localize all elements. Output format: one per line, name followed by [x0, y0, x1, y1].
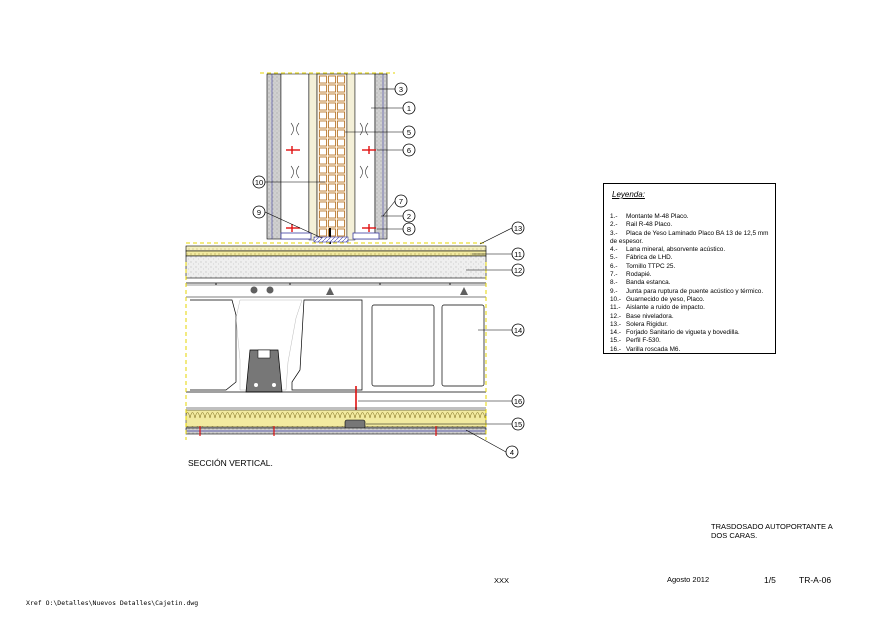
legend-item-text: Banda estanca. [626, 279, 671, 287]
brick-cell [320, 103, 327, 110]
brick-cell [338, 94, 345, 101]
legend-item [610, 271, 769, 279]
brick-cell [320, 166, 327, 173]
title-line-2: DOS CARAS. [711, 531, 758, 540]
callout-label: 5 [406, 127, 412, 137]
xref-path: Xref O:\Detalles\Nuevos Detalles\Cajetin.dwg [26, 599, 199, 607]
legend-item-number: 5.- [610, 254, 618, 262]
brick-cell [329, 94, 336, 101]
legend-item [610, 279, 769, 287]
drawing-code: TR-A-06 [799, 575, 832, 585]
solera-rigidur [186, 246, 486, 251]
brick-cell [320, 76, 327, 83]
legend-item-number: 16.- [610, 345, 622, 353]
brick-cell [329, 211, 336, 218]
left-wool [281, 74, 309, 239]
callout-label: 9 [256, 207, 262, 217]
legend-item-text: Base niveladora. [626, 312, 674, 320]
callout-8 [403, 223, 415, 235]
legend-list [610, 213, 769, 354]
brick-cell [329, 184, 336, 191]
brick-cell [338, 121, 345, 128]
brick-cell [338, 175, 345, 182]
callout-6 [403, 144, 415, 156]
callout-label: 12 [513, 265, 523, 275]
legend-item-text: Lana mineral, absorvente acústico. [626, 246, 726, 254]
legend-title: Leyenda: [612, 190, 645, 199]
left-plaster [309, 74, 317, 240]
brick-cell [338, 148, 345, 155]
brick-cell [320, 157, 327, 164]
brick-cell [338, 202, 345, 209]
right-plaster [347, 74, 355, 240]
floor-slab-blocks [190, 300, 484, 390]
callout-label: 13 [513, 223, 523, 233]
callout-7 [395, 195, 407, 207]
title-line-1: TRASDOSADO AUTOPORTANTE A [711, 522, 833, 531]
callout-4 [506, 446, 518, 458]
callout-label: 1 [406, 103, 412, 113]
brick-cell [320, 112, 327, 119]
legend-item [610, 263, 769, 271]
callout-label: 10 [254, 177, 264, 187]
legend-item-number: 11.- [610, 304, 621, 312]
legend-item-text: Varilla roscada M6. [626, 345, 681, 353]
brick-cell [320, 193, 327, 200]
right-board [375, 74, 387, 239]
section-caption: SECCIÓN VERTICAL. [188, 458, 273, 468]
legend-item [610, 321, 769, 329]
callout-label: 14 [513, 325, 523, 335]
right-rail [353, 233, 379, 239]
brick-cell [329, 202, 336, 209]
legend-item-text: Guarnecido de yeso, Placo. [626, 295, 705, 303]
brick-cell [320, 139, 327, 146]
brick-cell [320, 202, 327, 209]
legend-item-text: Rail R-48 Placo. [626, 221, 673, 229]
callout-label: 8 [406, 224, 412, 234]
f530-profile [345, 420, 365, 429]
legend-item-number: 15.- [610, 337, 622, 345]
brick-cell [338, 157, 345, 164]
legend-item-number: 10.- [610, 295, 622, 303]
legend-item-number: 1.- [610, 213, 618, 220]
legend-item-text: Aislante a ruido de impacto. [626, 304, 705, 312]
callout-2 [403, 210, 415, 222]
legend-item-text: Perfil F-530. [626, 337, 661, 345]
legend-item-number: 12.- [610, 312, 622, 320]
callout-5 [403, 126, 415, 138]
legend-item-text: Junta para ruptura de puente acústico y térmico. [626, 287, 764, 295]
callout-label: 2 [406, 211, 412, 221]
brick-cell [320, 175, 327, 182]
brick-cell [329, 130, 336, 137]
legend-item-number: 7.- [610, 271, 618, 279]
legend-item [610, 337, 769, 345]
impact-insulation [186, 251, 486, 256]
legend-item-text: Tornillo TTPC 25. [626, 262, 676, 270]
brick-cell [329, 85, 336, 92]
callout-10 [253, 176, 265, 188]
brick-wall [317, 74, 347, 240]
brick-cell [338, 103, 345, 110]
callout-16 [512, 395, 524, 407]
brick-cell [338, 112, 345, 119]
legend-item [610, 254, 769, 262]
brick-cell [329, 157, 336, 164]
legend-item-text: Placa de Yeso Laminado Placo BA 13 de 12,5 mm de espesor. [610, 229, 769, 245]
legend-item [610, 304, 769, 312]
brick-cell [338, 166, 345, 173]
brick-cell [338, 130, 345, 137]
scale-field: 1/5 [764, 575, 776, 585]
legend-item [610, 346, 769, 354]
date-field: Agosto 2012 [667, 575, 710, 584]
legend-item [610, 313, 769, 321]
legend-item [610, 221, 769, 229]
callout-13 [512, 222, 524, 234]
brick-cell [329, 175, 336, 182]
brick-cell [338, 220, 345, 227]
legend-item-number: 6.- [610, 262, 618, 270]
legend-item-number: 14.- [610, 329, 622, 337]
legend-item-text: Montante M-48 Placo. [626, 213, 689, 220]
callout-9 [253, 206, 265, 218]
left-rail [281, 233, 311, 239]
legend-item [610, 288, 769, 296]
legend-item [610, 246, 769, 254]
brick-cell [329, 139, 336, 146]
callout-label: 11 [514, 249, 522, 259]
brick-cell [320, 184, 327, 191]
legend-item-number: 9.- [610, 287, 618, 295]
brick-cell [338, 229, 345, 236]
brick-cell [320, 229, 327, 236]
brick-cell [329, 193, 336, 200]
legend-item [610, 329, 769, 337]
brick-cell [320, 130, 327, 137]
callout-11 [512, 248, 524, 260]
legend-item-number: 13.- [610, 320, 622, 328]
brick-cell [338, 139, 345, 146]
right-wool [355, 74, 375, 239]
callout-label: 16 [513, 396, 523, 406]
callout-label: 7 [398, 196, 404, 206]
legend-item-number: 4.- [610, 246, 618, 254]
brick-cell [329, 112, 336, 119]
acoustic-joint [314, 237, 348, 242]
callout-14 [512, 324, 524, 336]
legend-item-text: Solera Rigidur. [626, 320, 668, 328]
brick-cell [320, 85, 327, 92]
brick-cell [329, 76, 336, 83]
brick-cell [338, 85, 345, 92]
legend-item [610, 213, 769, 221]
brick-cell [320, 148, 327, 155]
callout-label: 4 [509, 447, 515, 457]
brick-cell [338, 211, 345, 218]
legend-item [610, 230, 769, 247]
author-field: XXX [494, 576, 510, 585]
brick-cell [329, 220, 336, 227]
legend-item [610, 296, 769, 304]
legend-item-number: 3.- [610, 229, 618, 237]
brick-cell [320, 121, 327, 128]
legend-item-text: Forjado Sanitario de vigueta y bovedilla. [626, 329, 740, 337]
brick-cell [320, 94, 327, 101]
callout-label: 15 [513, 419, 523, 429]
brick-cell [320, 211, 327, 218]
brick-cell [329, 166, 336, 173]
callout-label: 6 [406, 145, 412, 155]
brick-cell [329, 148, 336, 155]
legend-item-number: 8.- [610, 279, 618, 287]
legend-item-number: 2.- [610, 221, 618, 229]
ceiling-wool [186, 410, 486, 427]
brick-cell [338, 76, 345, 83]
legend-box [603, 183, 776, 354]
leveling-base [186, 256, 486, 278]
callout-1 [403, 102, 415, 114]
callout-12 [512, 264, 524, 276]
legend-item-text: Fábrica de LHD. [626, 254, 673, 262]
brick-cell [320, 220, 327, 227]
brick-cell [329, 121, 336, 128]
left-board [267, 74, 281, 239]
callout-15 [512, 418, 524, 430]
callout-label: 3 [398, 84, 404, 94]
legend-item-text: Rodapié. [626, 271, 652, 279]
brick-cell [338, 184, 345, 191]
brick-cell [329, 103, 336, 110]
brick-cell [338, 193, 345, 200]
callout-3 [395, 83, 407, 95]
